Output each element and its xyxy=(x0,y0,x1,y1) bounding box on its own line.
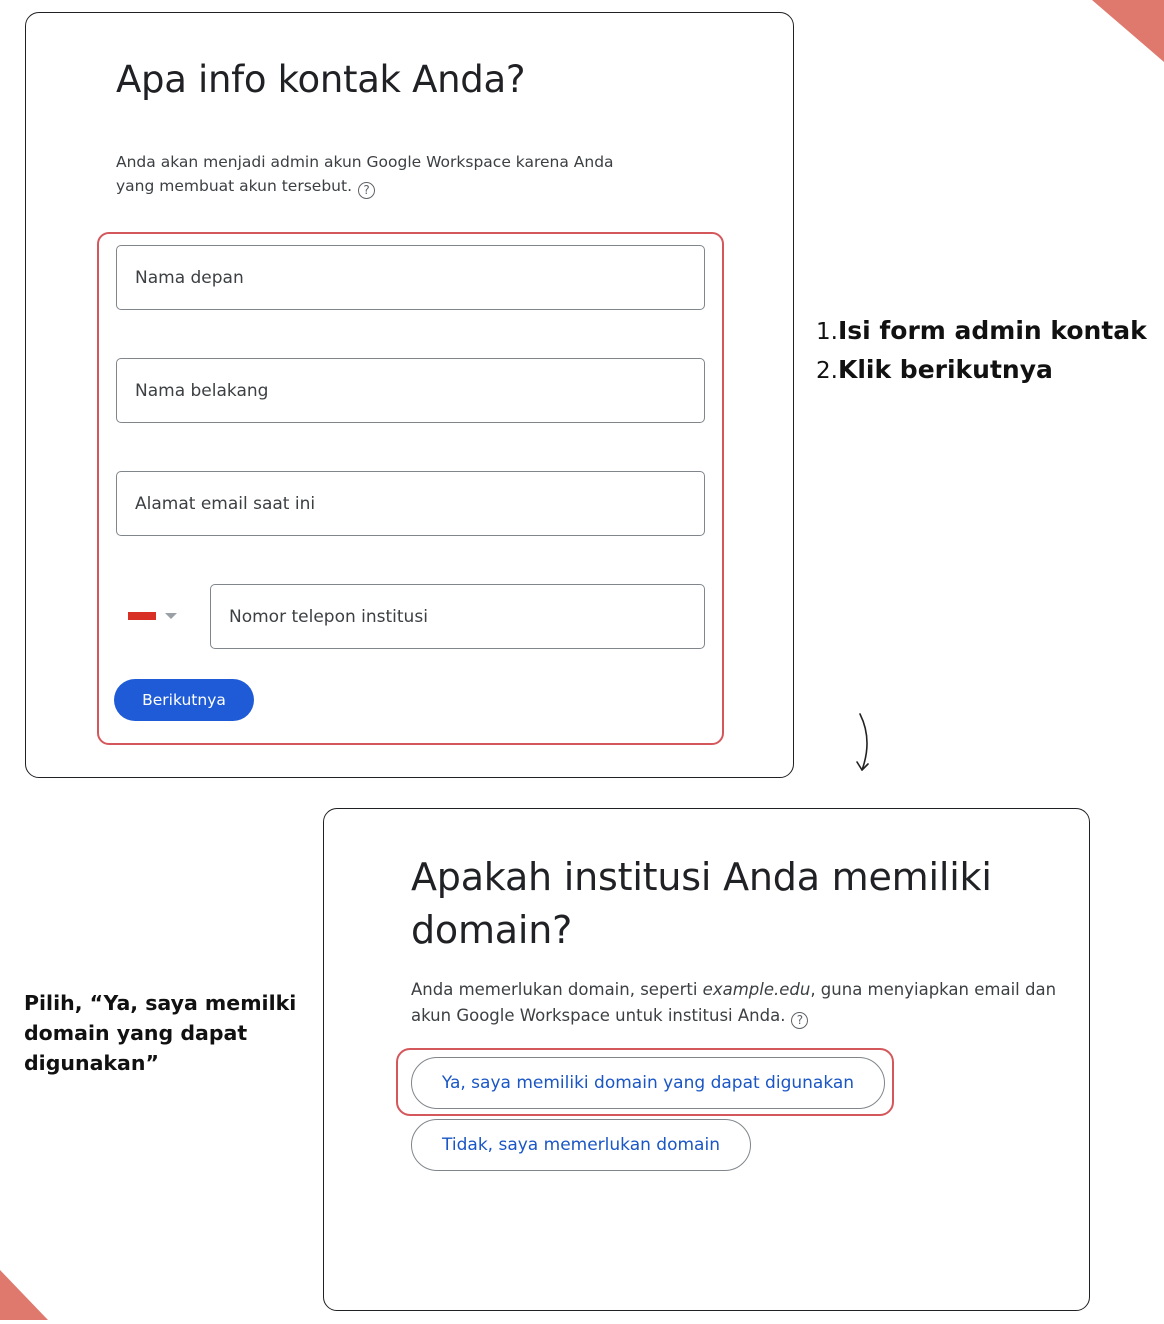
email-placeholder: Alamat email saat ini xyxy=(135,493,316,514)
step-item xyxy=(816,312,1147,351)
page-title: Apa info kontak Anda? xyxy=(116,58,526,101)
admin-description xyxy=(116,150,656,199)
domain-description-text: Anda memerlukan domain, seperti xyxy=(411,980,703,999)
step-number: 2. xyxy=(816,358,838,384)
first-name-placeholder: Nama depan xyxy=(135,267,244,288)
country-code-select[interactable] xyxy=(128,603,184,628)
steps-list xyxy=(816,312,1147,390)
domain-question-card xyxy=(323,808,1090,1311)
corner-decoration-top-right xyxy=(1074,0,1164,62)
corner-decoration-bottom-left xyxy=(0,1270,50,1320)
domain-example: example.edu xyxy=(702,980,811,999)
domain-description-text: , guna menyiapkan email dan akun Google Workspace untuk institusi Anda. xyxy=(411,980,1057,1025)
arrow-down-icon xyxy=(848,712,878,774)
next-button[interactable]: Berikutnya xyxy=(114,679,254,721)
instruction-note: Pilih, “Ya, saya memilki domain yang dapat digunakan” xyxy=(24,991,297,1075)
phone-placeholder: Nomor telepon institusi xyxy=(229,606,428,627)
email-field[interactable] xyxy=(116,471,705,536)
admin-description-text: Anda akan menjadi admin akun Google Workspace karena Anda yang membuat akun tersebut. xyxy=(116,153,614,195)
help-circle-icon[interactable]: ? xyxy=(358,182,375,199)
no-need-domain-button[interactable]: Tidak, saya memerlukan domain xyxy=(411,1119,751,1171)
first-name-field[interactable] xyxy=(116,245,705,310)
help-circle-icon[interactable]: ? xyxy=(791,1012,808,1029)
yes-have-domain-button[interactable]: Ya, saya memiliki domain yang dapat digunakan xyxy=(411,1057,885,1109)
phone-field[interactable] xyxy=(210,584,705,649)
chevron-down-icon xyxy=(165,613,177,619)
indonesia-flag-icon xyxy=(128,612,156,620)
last-name-placeholder: Nama belakang xyxy=(135,380,269,401)
last-name-field[interactable] xyxy=(116,358,705,423)
domain-description xyxy=(411,977,1061,1029)
step-item xyxy=(816,351,1147,390)
step-text: Isi form admin kontak xyxy=(837,316,1147,345)
contact-info-card xyxy=(25,12,794,778)
domain-question-title: Apakah institusi Anda memiliki domain? xyxy=(411,855,992,952)
step-number: 1. xyxy=(816,319,838,345)
step-text: Klik berikutnya xyxy=(837,355,1053,384)
